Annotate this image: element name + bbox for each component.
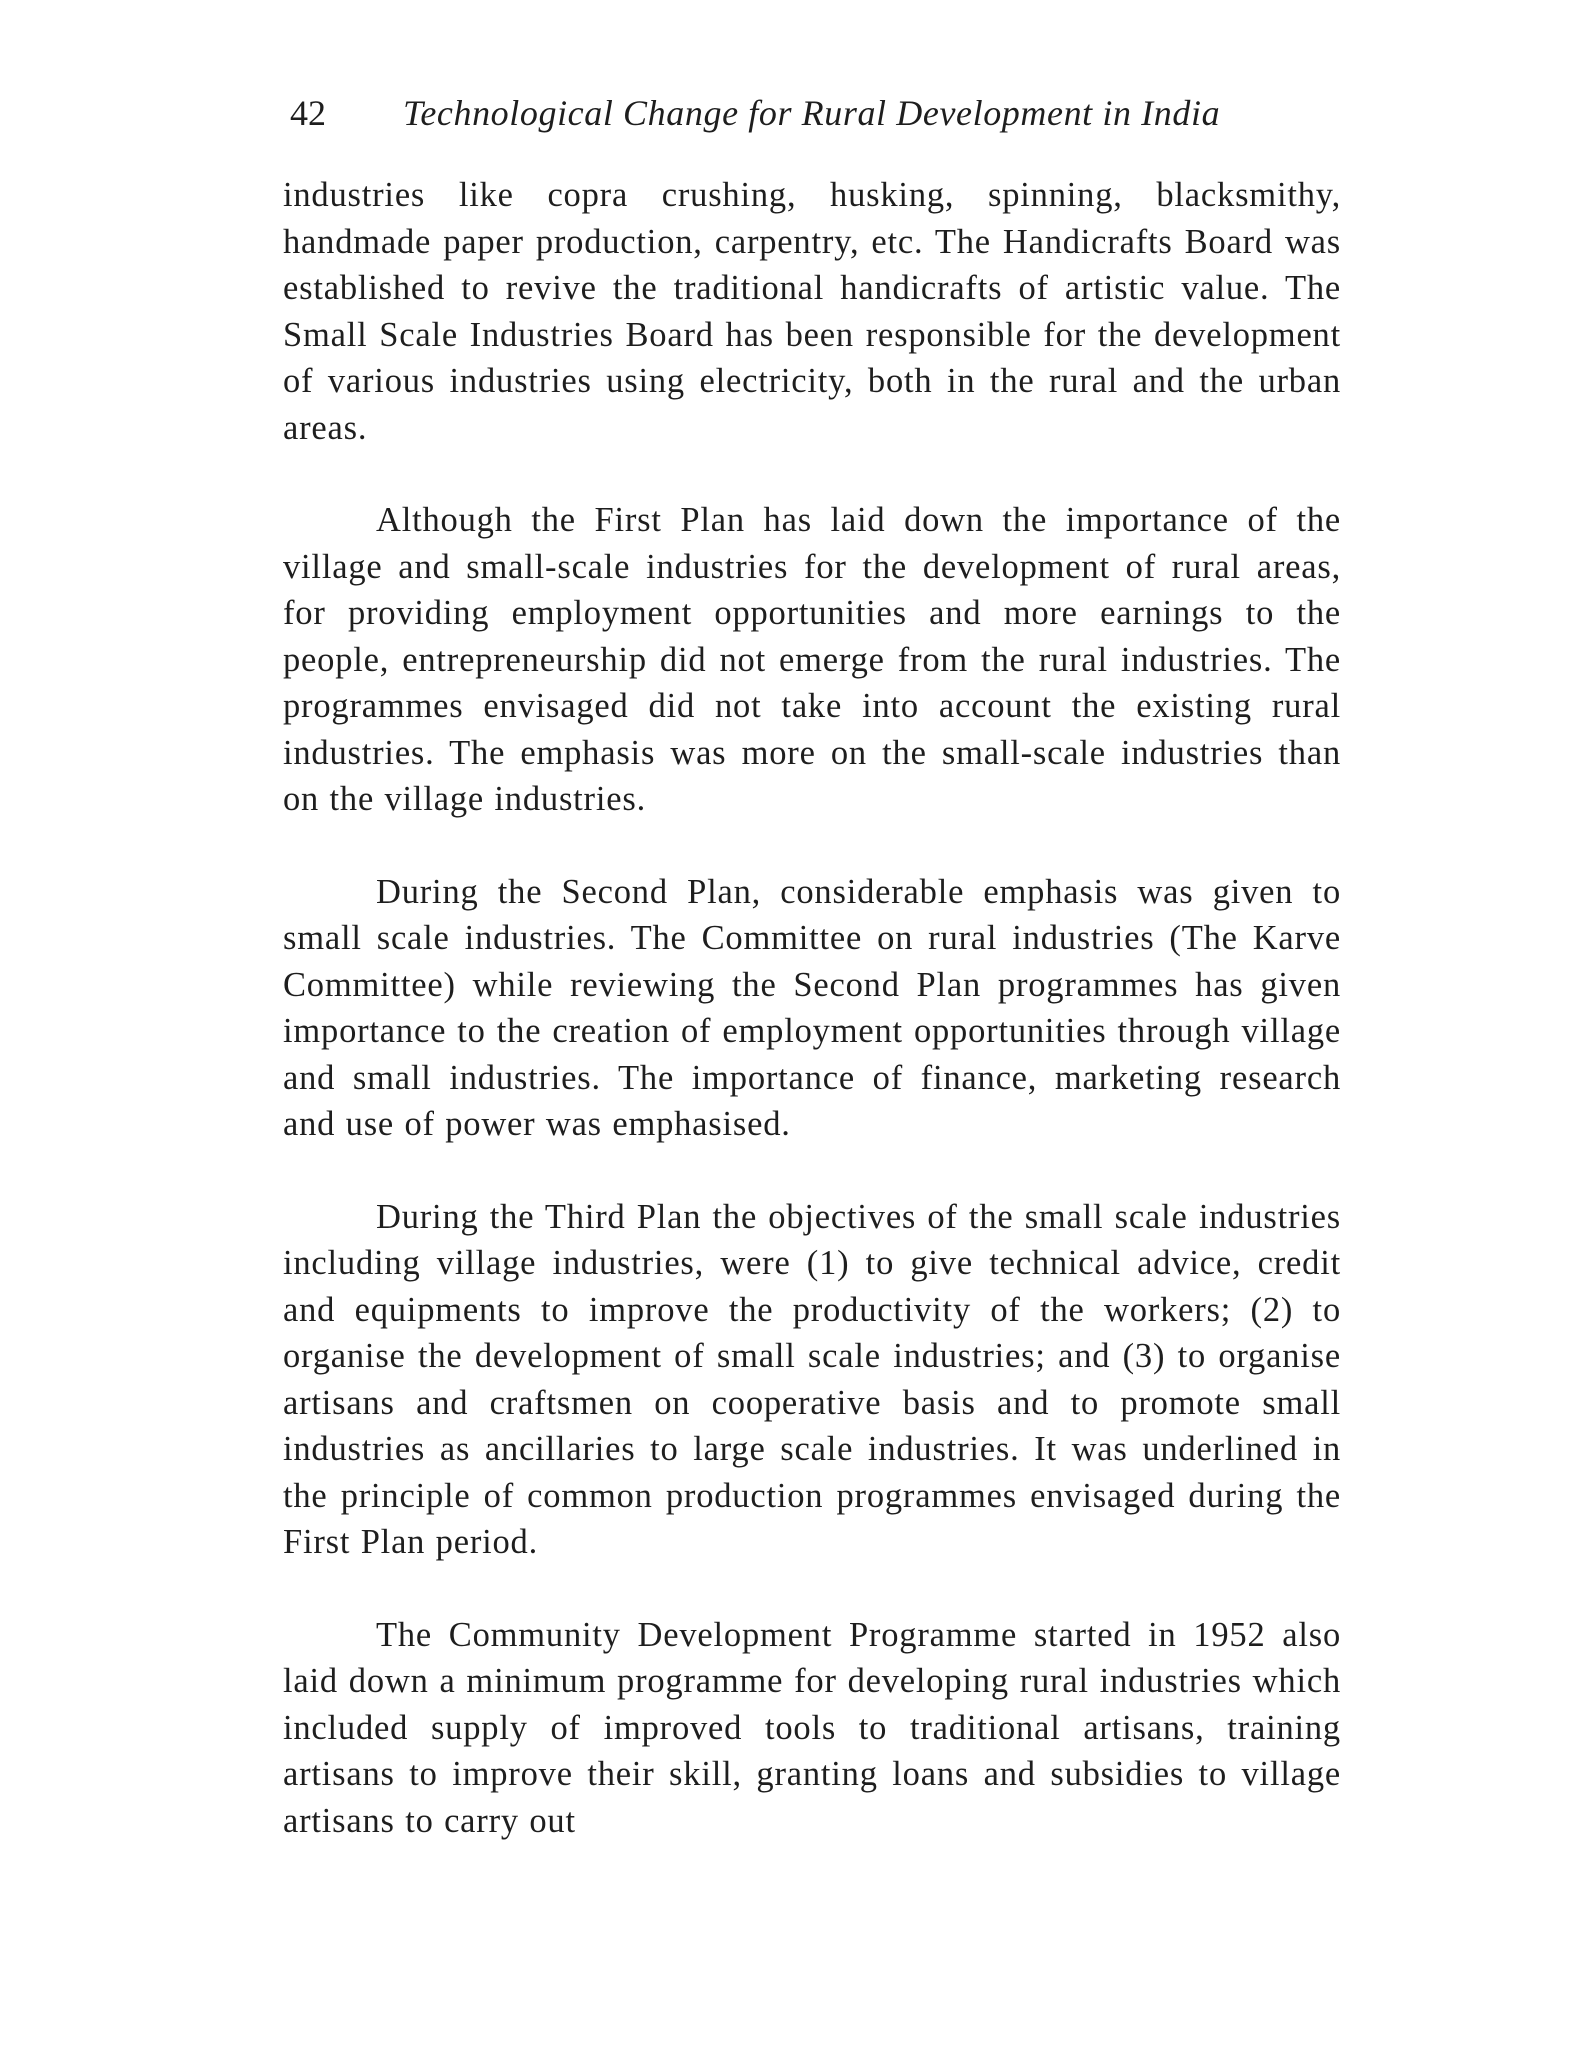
paragraph-second-plan: During the Second Plan, considerable emphasis was given to small scale industries. The Committee on rural industries (The Karve Committee) while reviewing the Second Plan programmes has given importance to the creation of employment opportunities through village and small industries. The importance of finance, marketing research and use of power was emphasised. bbox=[283, 872, 1341, 1143]
paragraph-community-development: The Community Development Programme started in 1952 also laid down a minimum programme for developing rural industries which included supply of improved tools to traditional artisans, training artisans to improve their skill, granting loans and subsidies to village artisans to carry out bbox=[283, 1615, 1341, 1840]
running-title: Technological Change for Rural Development in India bbox=[403, 93, 1221, 133]
body-text bbox=[283, 172, 1341, 1844]
page-number: 42 bbox=[290, 93, 326, 133]
page-header bbox=[290, 88, 1330, 138]
paragraph-continued: industries like copra crushing, husking, spinning, blacksmithy, handmade paper production, carpentry, etc. The Handicrafts Board was established to revive the traditional handicrafts of artistic value. The Small Scale Industries Board has been responsible for the development of various industries using electricity, both in the rural and the urban areas. bbox=[283, 176, 1341, 447]
paragraph-third-plan: During the Third Plan the objectives of the small scale industries including village industries, were (1) to give technical advice, credit and equipments to improve the productivity of the workers; (2) to organise the development of small scale industries; and (3) to organise artisans and craftsmen on cooperative basis and to promote small industries as ancillaries to large scale industries. It was underlined in the principle of common production programmes envisaged during the First Plan period. bbox=[283, 1197, 1341, 1561]
paragraph-first-plan: Although the First Plan has laid down the importance of the village and small-scale industries for the development of rural areas, for providing employment opportunities and more earnings to the people, entrepreneurship did not emerge from the rural industries. The programmes envisaged did not take into account the existing rural industries. The emphasis was more on the small-scale industries than on the village industries. bbox=[283, 501, 1341, 818]
